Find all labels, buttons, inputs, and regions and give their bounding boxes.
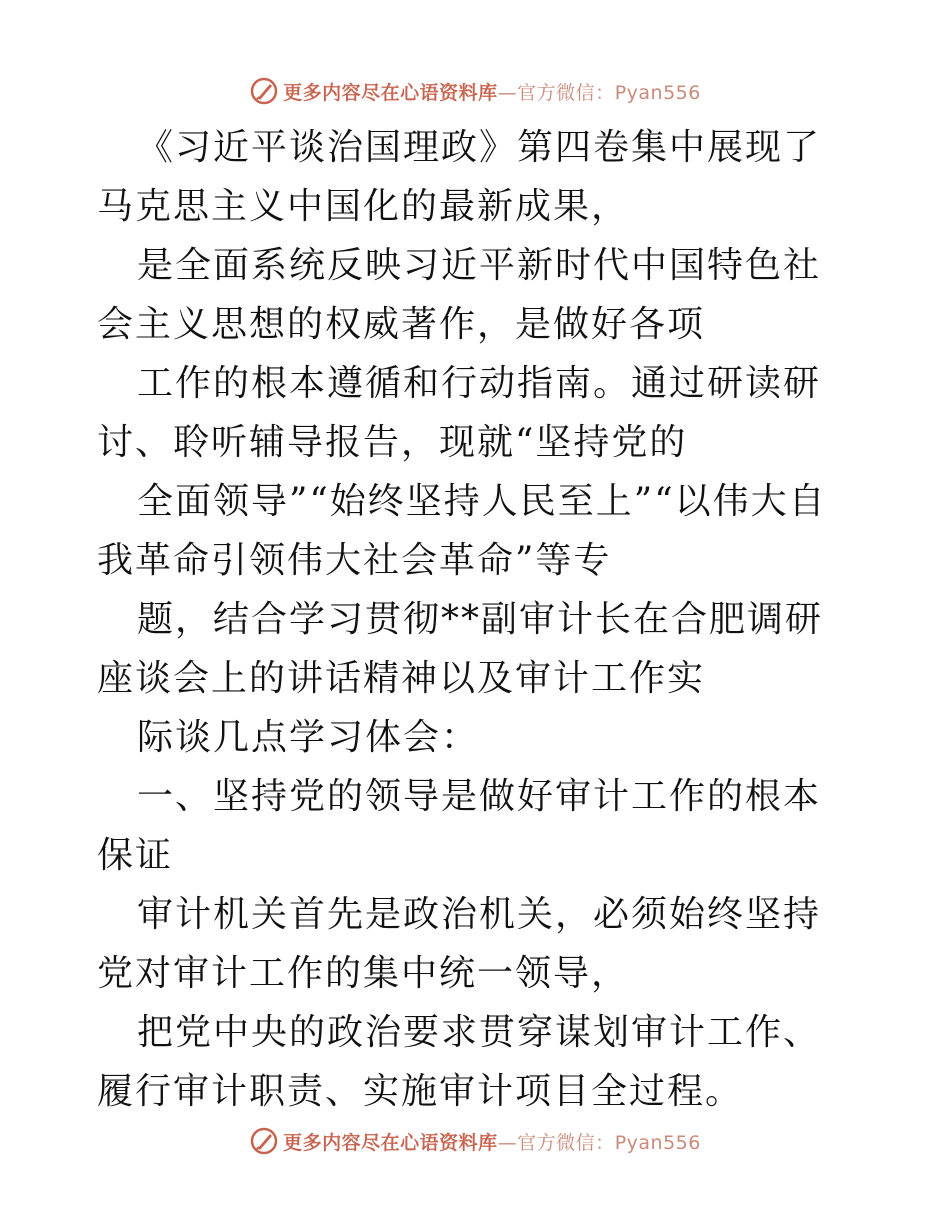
document-body	[97, 118, 857, 1121]
watermark-label: 官方微信：	[517, 1131, 615, 1154]
watermark-wechat-id: Pyan556	[614, 1131, 701, 1154]
watermark-label: 官方微信：	[517, 81, 615, 104]
paragraph: 是全面系统反映习近平新时代中国特色社会主义思想的权威著作，是做好各项	[97, 245, 822, 345]
watermark-title: 更多内容尽在心语资料库	[283, 1131, 498, 1154]
quill-pen-logo-icon	[249, 1126, 279, 1156]
header-watermark	[0, 71, 950, 111]
section-heading: 一、坚持党的领导是做好审计工作的根本保证	[97, 776, 822, 876]
watermark-separator: —	[497, 1131, 518, 1154]
quill-pen-logo-icon	[249, 76, 279, 106]
paragraph: 际谈几点学习体会：	[137, 717, 480, 758]
paragraph: 全面领导”“始终坚持人民至上”“以伟大自我革命引领伟大社会革命”等专	[97, 481, 827, 581]
watermark-wechat-id: Pyan556	[614, 81, 701, 104]
footer-watermark	[0, 1121, 950, 1161]
paragraph: 题，结合学习贯彻**副审计长在合肥调研座谈会上的讲话精神以及审计工作实	[97, 599, 824, 699]
watermark-title: 更多内容尽在心语资料库	[283, 81, 498, 104]
watermark-separator: —	[497, 81, 518, 104]
paragraph: 审计机关首先是政治机关，必须始终坚持党对审计工作的集中统一领导，	[97, 894, 822, 994]
paragraph: 把党中央的政治要求贯穿谋划审计工作、履行审计职责、实施审计项目全过程。	[97, 1012, 822, 1112]
paragraph: 工作的根本遵循和行动指南。通过研读研讨、聆听辅导报告，现就“坚持党的	[97, 363, 822, 463]
paragraph: 《习近平谈治国理政》第四卷集中展现了马克思主义中国化的最新成果，	[97, 127, 822, 227]
